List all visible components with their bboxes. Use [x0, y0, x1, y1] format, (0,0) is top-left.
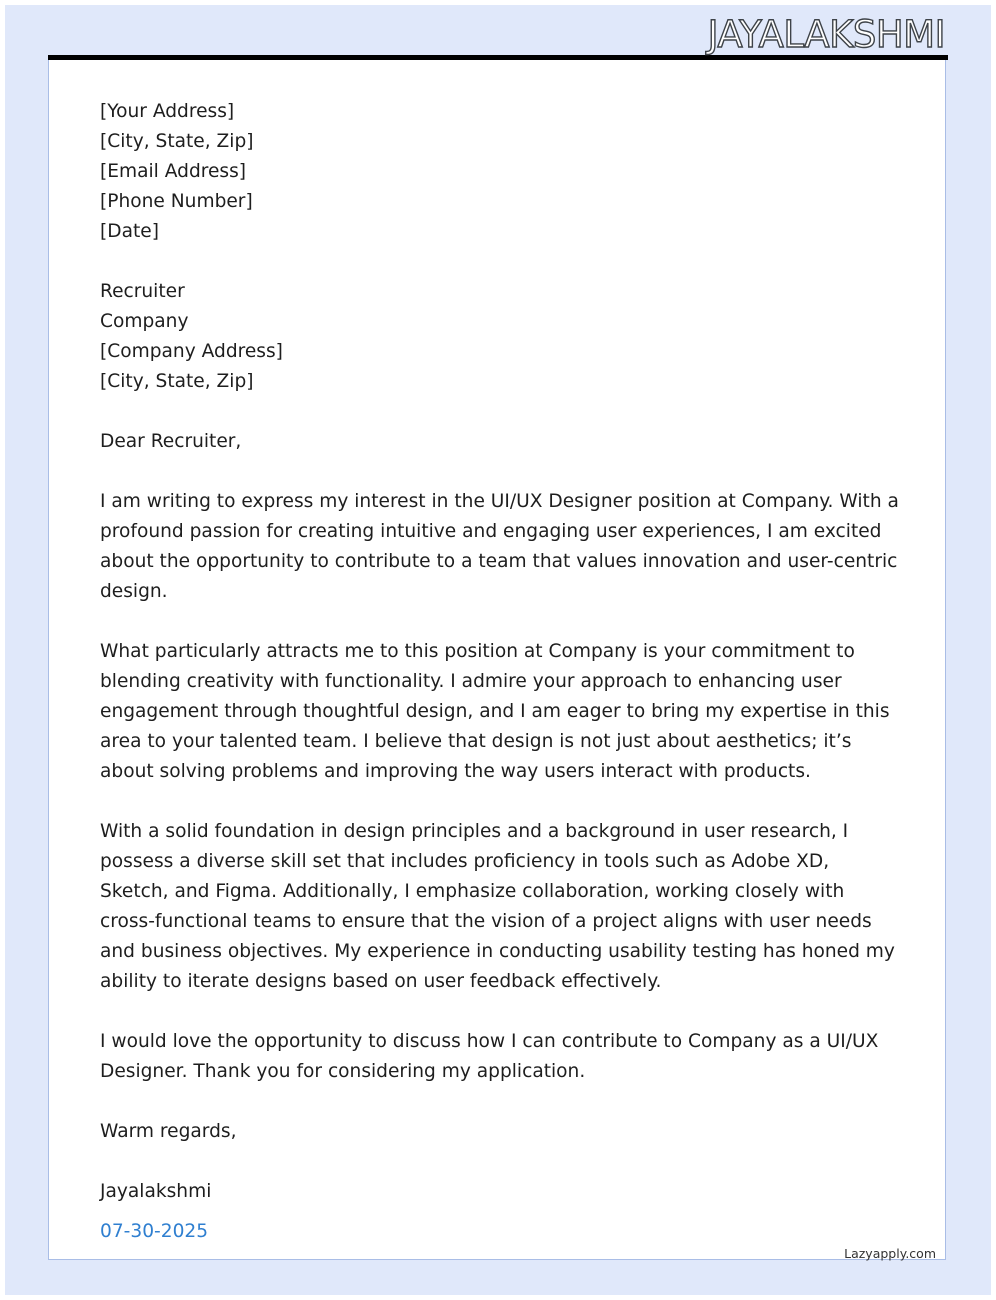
- sender-phone: [Phone Number]: [100, 191, 253, 212]
- recipient-city-state-zip: [City, State, Zip]: [100, 371, 254, 392]
- salutation: Dear Recruiter,: [100, 431, 242, 452]
- applicant-name-heading: JAYALAKSHMI: [707, 13, 945, 56]
- closing-phrase: Warm regards,: [100, 1121, 237, 1142]
- cover-letter-body: [100, 97, 900, 1277]
- recipient-address-block: [100, 277, 900, 397]
- paragraph-motivation: What particularly attracts me to this position at Company is your commitment to blending creativity with functionality. I admire your approach to enhancing user engagement through thoughtful design, and I am eager to bring my expertise in this area to your talented team. I believe that design is not just about aesthetics; it’s about solving problems and improving the way users interact with products.: [100, 641, 890, 782]
- sender-city-state-zip: [City, State, Zip]: [100, 131, 254, 152]
- letter-date: 07-30-2025: [100, 1221, 209, 1242]
- paragraph-intro: I am writing to express my interest in the UI/UX Designer position at Company. With a profound passion for creating intuitive and engaging user experiences, I am excited about the opportunity to contribute to a team that values innovation and user-centric design.: [100, 491, 899, 602]
- recipient-title: Recruiter: [100, 281, 185, 302]
- paragraph-closing: I would love the opportunity to discuss how I can contribute to Company as a UI/UX Designer. Thank you for considering my application.: [100, 1031, 879, 1082]
- recipient-company: Company: [100, 311, 189, 332]
- sender-address: [Your Address]: [100, 101, 235, 122]
- paragraph-skills: With a solid foundation in design principles and a background in user research, I possess a diverse skill set that includes proficiency in tools such as Adobe XD, Sketch, and Figma. Additionally, I emphasize collaboration, working closely with cross-functional teams to ensure that the vision of a project aligns with user needs and business objectives. My experience in conducting usability testing has honed my ability to iterate designs based on user feedback effectively.: [100, 821, 895, 992]
- sender-email: [Email Address]: [100, 161, 247, 182]
- sender-address-block: [100, 97, 900, 247]
- watermark-text: Lazyapply.com: [844, 1246, 936, 1261]
- signature-name: Jayalakshmi: [100, 1181, 212, 1202]
- sender-date: [Date]: [100, 221, 159, 242]
- recipient-company-address: [Company Address]: [100, 341, 283, 362]
